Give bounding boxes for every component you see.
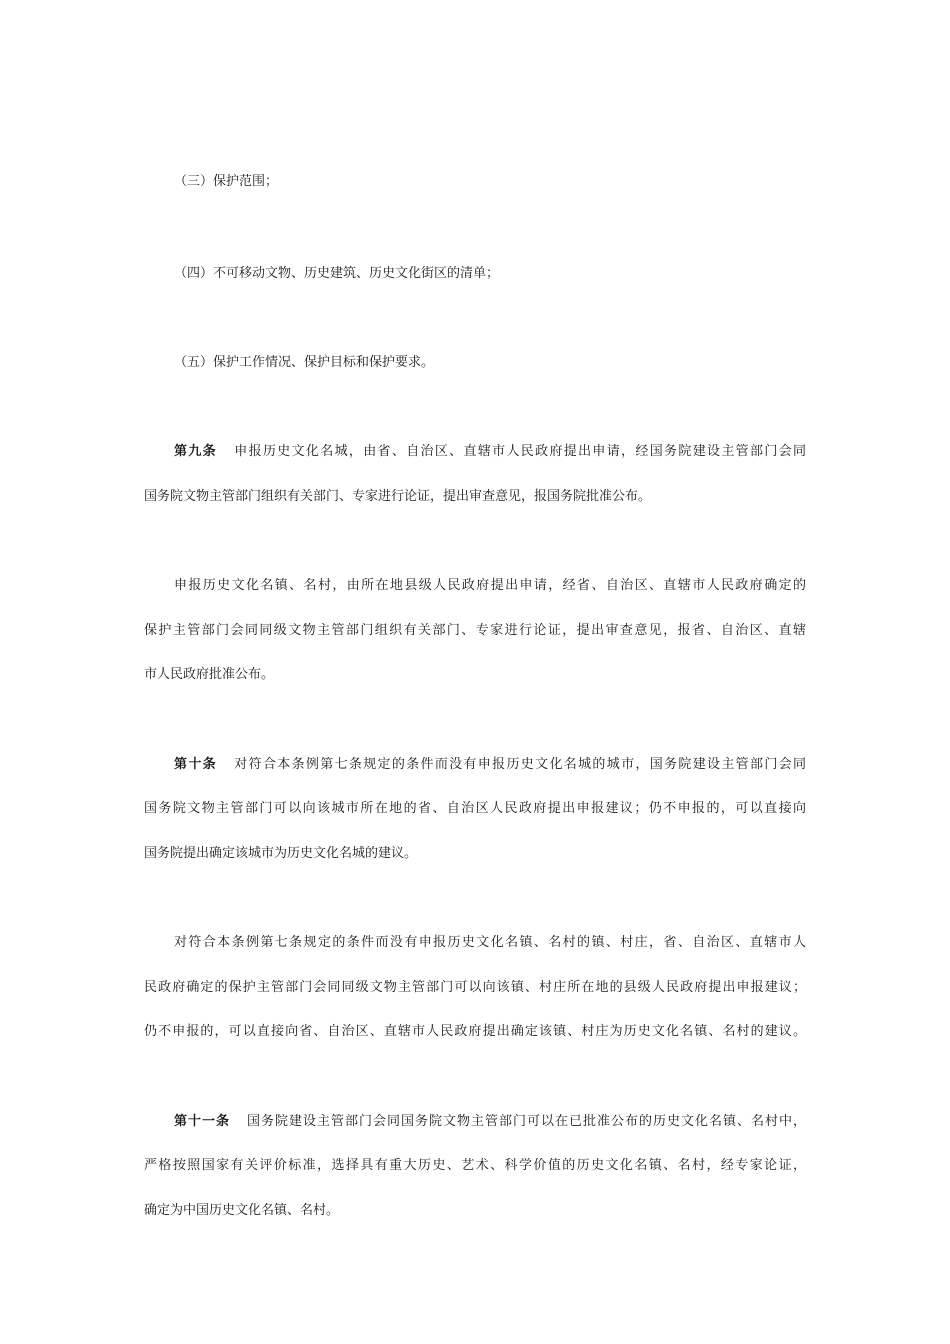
article-9-heading: 第九条 (174, 444, 217, 459)
article-10-p2-line-2: 民政府确定的保护主管部门会同同级文物主管部门可以向该镇、村庄所在地的县级人民政府提出申报建议； (144, 980, 806, 995)
list-item-3: （三）保护范围； (174, 174, 279, 189)
article-9-p2-line-2: 保护主管部门会同同级文物主管部门组织有关部门、专家进行论证，提出审查意见，报省、自治区、直辖 (144, 623, 806, 638)
article-10-line-3: 国务院提出确定该城市为历史文化名城的建议。 (144, 846, 418, 861)
article-9-text: 申报历史文化名城，由省、自治区、直辖市人民政府提出申请，经国务院建设主管部门会同 (232, 444, 806, 459)
article-9-p2-line-3: 市人民政府批准公布。 (144, 667, 275, 682)
article-11-text: 国务院建设主管部门会同国务院文物主管部门可以在已批准公布的历史文化名镇、名村中， (246, 1114, 806, 1129)
article-9-line-1 (174, 442, 806, 462)
list-item-5: （五）保护工作情况、保护目标和保护要求。 (174, 355, 435, 370)
article-11-line-2: 严格按照国家有关评价标准，选择具有重大历史、艺术、科学价值的历史文化名镇、名村，经专家论证， (144, 1158, 806, 1173)
list-item-4: （四）不可移动文物、历史建筑、历史文化街区的清单； (174, 266, 500, 281)
article-11-line-1 (174, 1112, 806, 1132)
article-10-text: 对符合本条例第七条规定的条件而没有申报历史文化名城的城市，国务院建设主管部门会同 (232, 757, 806, 772)
article-11-heading: 第十一条 (174, 1114, 230, 1129)
article-10-p2-line-3: 仍不申报的，可以直接向省、自治区、直辖市人民政府提出确定该镇、村庄为历史文化名镇、名村的建议。 (144, 1024, 806, 1039)
article-10-line-2: 国务院文物主管部门可以向该城市所在地的省、自治区人民政府提出申报建议；仍不申报的，可以直接向 (144, 801, 806, 816)
article-10-p2-line-1: 对符合本条例第七条规定的条件而没有申报历史文化名镇、名村的镇、村庄，省、自治区、直辖市人 (174, 935, 806, 950)
article-9-p2-line-1: 申报历史文化名镇、名村，由所在地县级人民政府提出申请，经省、自治区、直辖市人民政府确定的 (174, 578, 806, 593)
article-10-line-1 (174, 755, 806, 775)
article-10-heading: 第十条 (174, 757, 217, 772)
article-11-line-3: 确定为中国历史文化名镇、名村。 (144, 1203, 340, 1218)
article-9-line-2: 国务院文物主管部门组织有关部门、专家进行论证，提出审查意见，报国务院批准公布。 (144, 489, 652, 504)
